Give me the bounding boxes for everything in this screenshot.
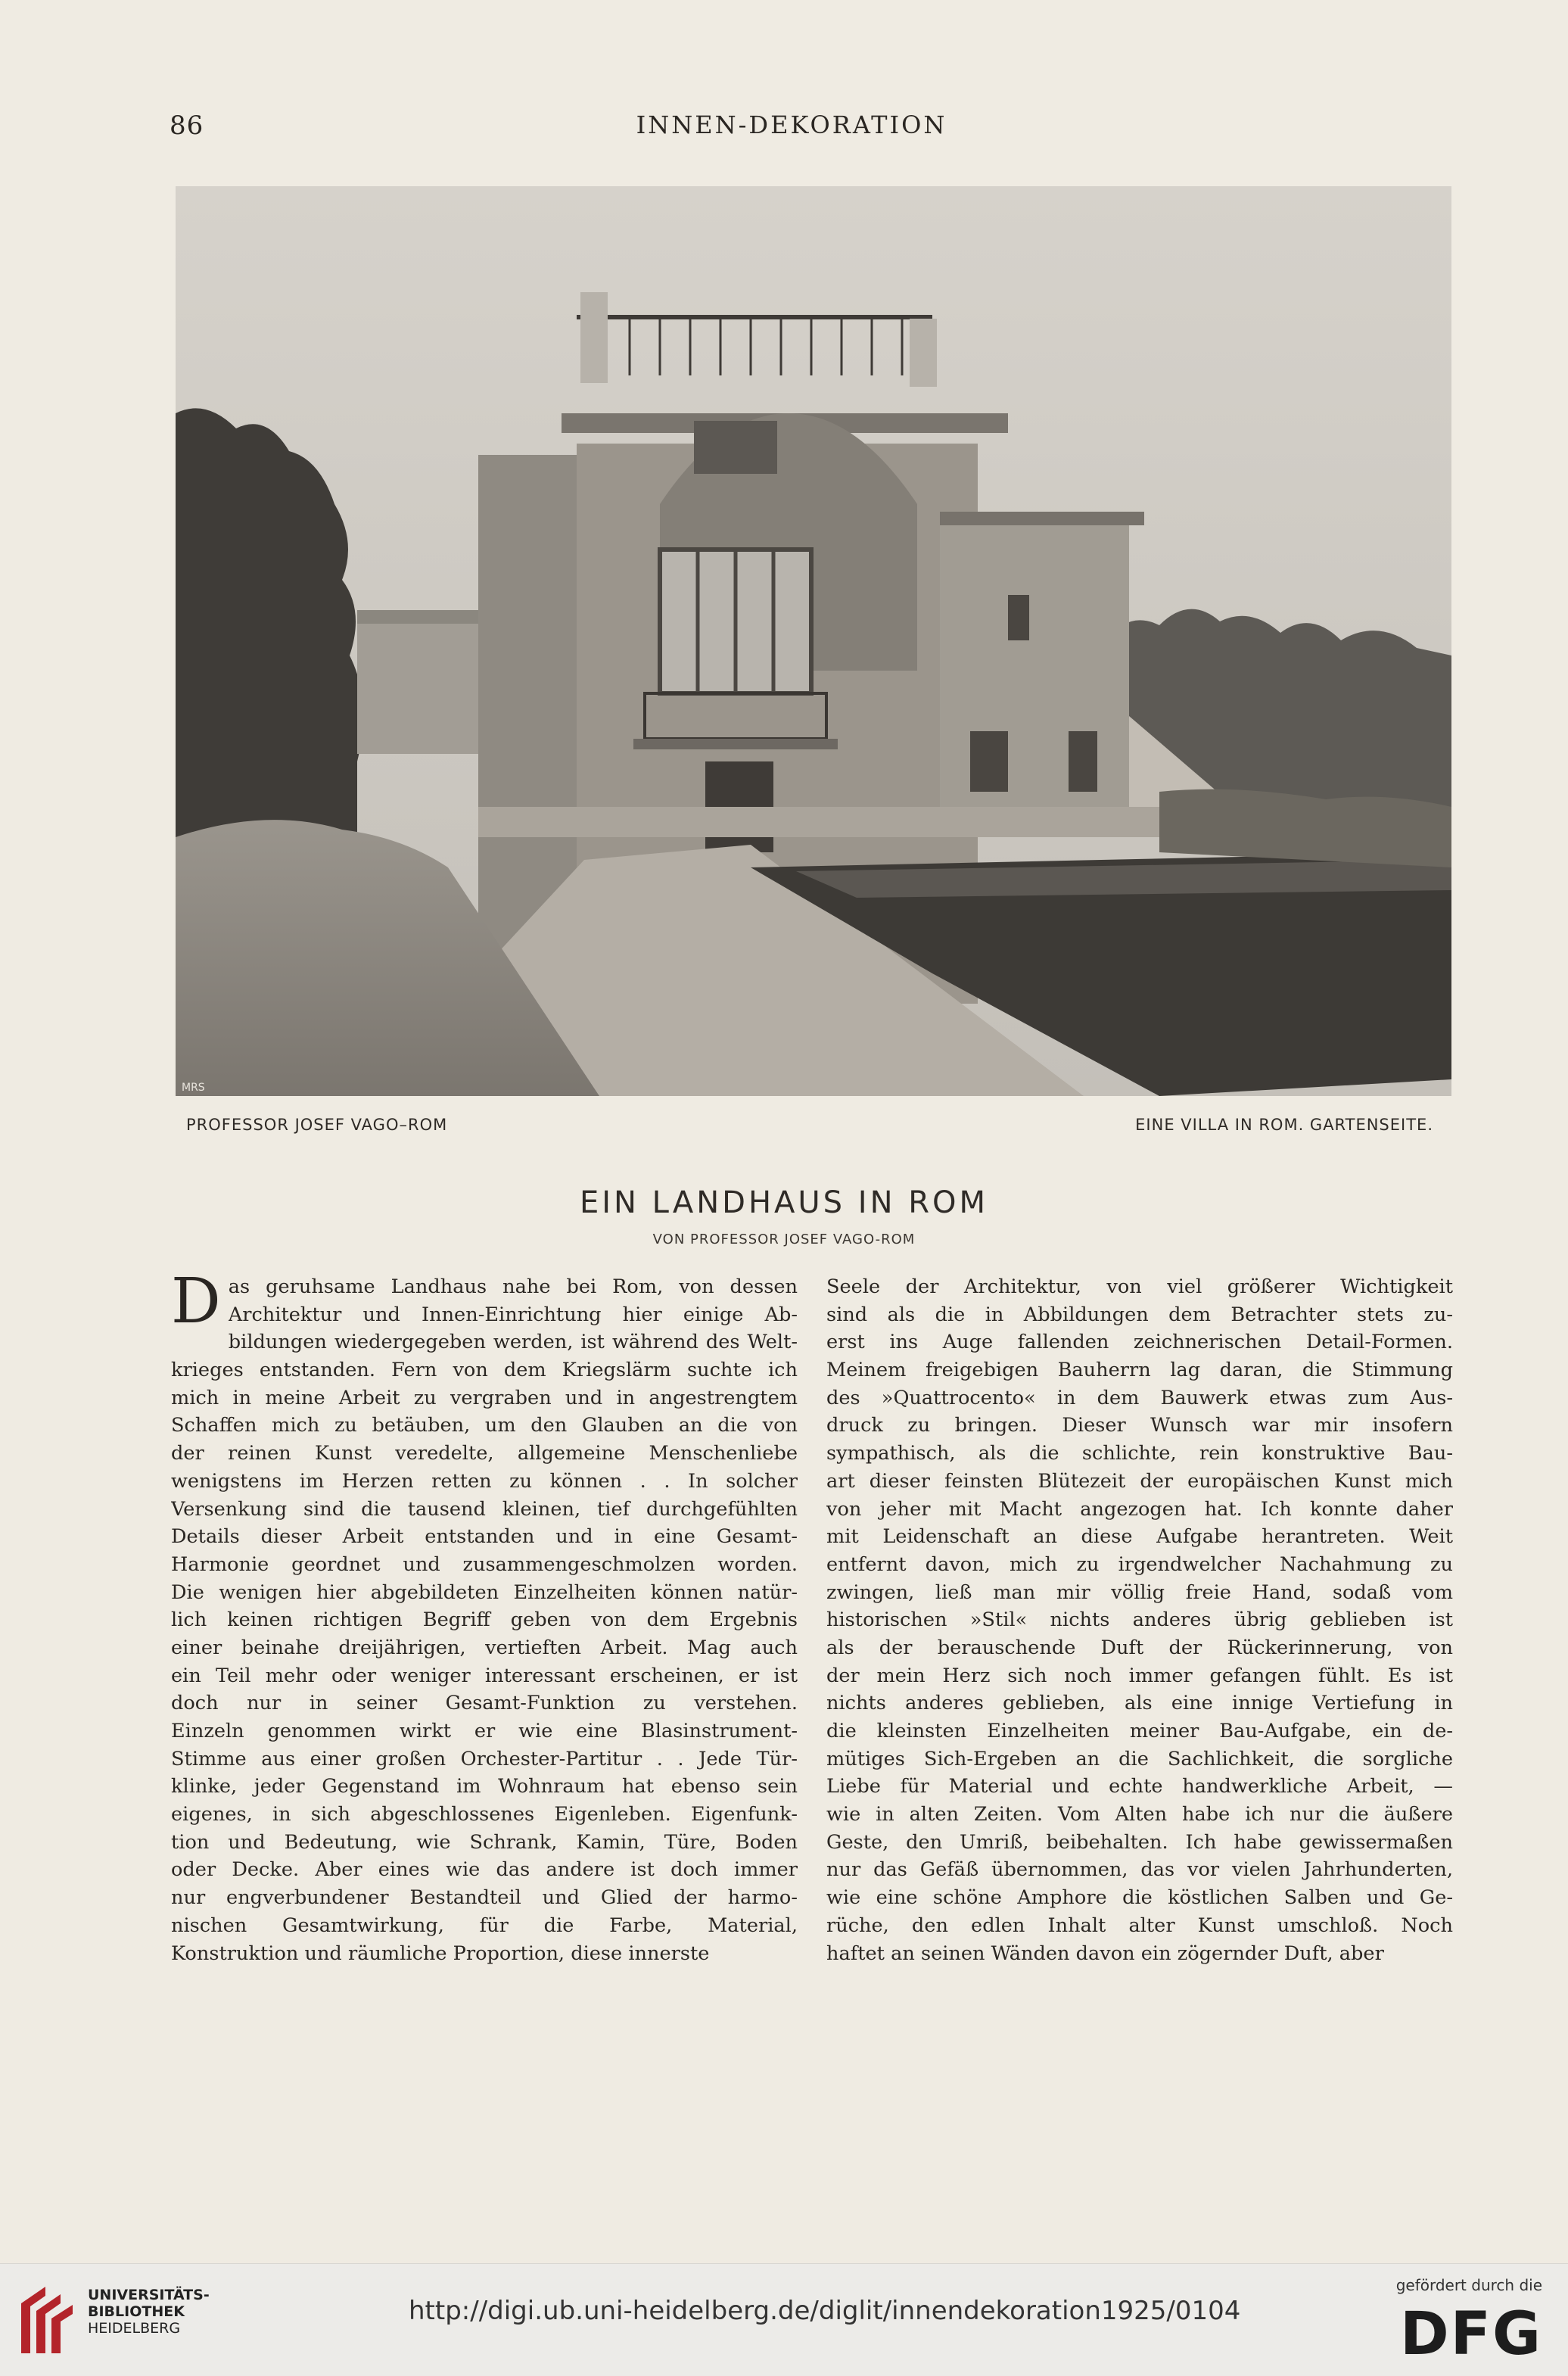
text-line: wenigstens im Herzen retten zu können . . In solcher — [171, 1469, 798, 1493]
page-number: 86 — [170, 111, 204, 141]
text-line: eigenes, in sich abgeschlossenes Eigenleben. Eigenfunk- — [171, 1803, 798, 1826]
text-line: wie eine schöne Amphore die köstlichen Salben und Ge- — [826, 1886, 1453, 1910]
text-line: Meinem freigebigen Bauherrn lag daran, die Stimmung — [826, 1359, 1453, 1382]
text-column-right — [826, 1273, 1453, 1967]
caption-author: PROFESSOR JOSEF VAGO–ROM — [186, 1116, 448, 1134]
text-line: einer beinahe dreijährigen, vertieften Arbeit. Mag auch — [171, 1636, 798, 1659]
library-name — [88, 2287, 210, 2337]
photo-signature: MRS — [182, 1082, 205, 1094]
library-name-line: BIBLIOTHEK — [88, 2303, 185, 2320]
text-line: druck zu bringen. Dieser Wunsch war mir insofern — [826, 1414, 1453, 1437]
library-name-line: UNIVERSITÄTS- — [88, 2287, 210, 2303]
villa-photograph — [176, 186, 1451, 1096]
text-line: Seele der Architektur, von viel größerer Wichtigkeit — [826, 1275, 1453, 1298]
text-line: Konstruktion und räumliche Proportion, diese innerste — [171, 1942, 710, 1965]
text-line: die kleinsten Einzelheiten meiner Bau-Aufgabe, ein de- — [826, 1720, 1453, 1742]
source-url-link[interactable]: http://digi.ub.uni-heidelberg.de/diglit/innendekoration1925/0104 — [409, 2296, 1241, 2326]
left-column-lines — [171, 1328, 798, 1967]
dfg-logo: DFG — [1399, 2300, 1542, 2368]
text-line: der mein Herz sich noch immer gefangen fühlt. Es ist — [826, 1664, 1453, 1687]
text-line: tion und Bedeutung, wie Schrank, Kamin, Türe, Boden — [171, 1830, 798, 1854]
text-line: des »Quattrocento« in dem Bauwerk etwas zum Aus- — [826, 1386, 1453, 1409]
text-line: von jeher mit Macht angezogen hat. Ich konnte daher — [826, 1497, 1453, 1521]
text-line: sympathisch, als die schlichte, rein konstruktive Bau- — [826, 1442, 1453, 1465]
text-line: nur das Gefäß übernommen, das vor vielen Jahrhunderten, — [826, 1858, 1453, 1882]
text-line: mich in meine Arbeit zu vergraben und in angestrengtem — [171, 1386, 798, 1409]
text-line: oder Decke. Aber eines wie das andere ist doch immer — [171, 1858, 798, 1882]
text-line: krieges entstanden. Fern von dem Kriegslärm suchte ich — [171, 1359, 798, 1382]
text-line: Schaffen mich zu betäuben, um den Glauben an die von — [171, 1414, 798, 1437]
running-title: INNEN-DEKORATION — [636, 111, 947, 139]
villa-photo-illustration — [176, 186, 1451, 1096]
text-line: Geste, den Umriß, beibehalten. Ich habe gewissermaßen — [826, 1830, 1453, 1854]
text-line: erst ins Auge fallenden zeichnerischen Detail-Formen. — [826, 1331, 1453, 1354]
text-line: nichts anderes geblieben, als eine innige Vertiefung in — [826, 1692, 1453, 1715]
text-line: wie in alten Zeiten. Vom Alten habe ich nur die äußere — [826, 1803, 1453, 1826]
caption-description: EINE VILLA IN ROM. GARTENSEITE. — [1135, 1116, 1433, 1134]
text-line: Harmonie geordnet und zusammengeschmolzen worden. — [171, 1552, 798, 1576]
text-line: klinke, jeder Gegenstand im Wohnraum hat ebenso sein — [171, 1775, 798, 1798]
text-line: rüche, den edlen Inhalt alter Kunst umschloß. Noch — [826, 1914, 1453, 1937]
university-library-logo-icon — [15, 2281, 79, 2359]
text-line: nur engverbundener Bestandteil und Glied der harmo- — [171, 1886, 798, 1910]
text-line: Versenkung sind die tausend kleinen, tief durchgefühlten — [171, 1497, 798, 1521]
article-title: EIN LANDHAUS IN ROM — [579, 1185, 989, 1220]
text-line: haftet an seinen Wänden davon ein zögernder Duft, aber — [826, 1942, 1384, 1965]
text-line: bildungen wiedergegeben werden, ist während des Welt- — [228, 1331, 798, 1354]
text-line: historischen »Stil« nichts anderes übrig geblieben ist — [826, 1608, 1453, 1632]
text-line: as geruhsame Landhaus nahe bei Rom, von dessen — [228, 1275, 798, 1298]
text-line: ein Teil mehr oder weniger interessant erscheinen, er ist — [171, 1664, 798, 1687]
funding-note: gefördert durch die — [1395, 2276, 1542, 2294]
text-line: der reinen Kunst veredelte, allgemeine Menschenliebe — [171, 1442, 798, 1465]
digitization-footer — [0, 2263, 1568, 2376]
right-column-lines — [826, 1273, 1453, 1967]
text-line: zwingen, ließ man mir völlig freie Hand, sodaß vom — [826, 1580, 1453, 1604]
library-name-line: HEIDELBERG — [88, 2320, 181, 2337]
text-line: Einzeln genommen wirkt er wie eine Blasinstrument- — [171, 1720, 798, 1743]
text-line: Die wenigen hier abgebildeten Einzelheiten können natür- — [171, 1580, 798, 1604]
text-line: mütiges Sich-Ergeben an die Sachlichkeit, die sorgliche — [826, 1747, 1453, 1770]
text-line: lich keinen richtigen Begriff geben von dem Ergebnis — [171, 1608, 798, 1632]
text-line: art dieser feinsten Blütezeit der europäischen Kunst mich — [826, 1469, 1453, 1493]
text-line: Details dieser Arbeit entstanden und in eine Gesamt- — [171, 1525, 798, 1549]
drop-cap: D — [171, 1266, 221, 1337]
text-line: als der berauschende Duft der Rückerinnerung, von — [826, 1636, 1453, 1659]
text-line: nischen Gesamtwirkung, für die Farbe, Material, — [171, 1914, 798, 1937]
text-line: mit Leidenschaft an diese Aufgabe herantreten. Weit — [826, 1525, 1453, 1549]
text-column-left — [171, 1266, 798, 1967]
text-line: Architektur und Innen-Einrichtung hier einige Ab- — [228, 1303, 798, 1326]
text-line: entfernt davon, mich zu irgendwelcher Nachahmung zu — [826, 1552, 1453, 1576]
page-header — [170, 111, 1414, 144]
text-line: Liebe für Material und echte handwerkliche Arbeit, — — [826, 1775, 1453, 1798]
opening-paragraph — [171, 1266, 798, 1337]
text-line: Stimme aus einer großen Orchester-Partitur . . Jede Tür- — [171, 1747, 798, 1770]
article-byline: VON PROFESSOR JOSEF VAGO-ROM — [652, 1232, 916, 1247]
text-line: sind als die in Abbildungen dem Betrachter stets zu- — [826, 1303, 1453, 1326]
text-line: doch nur in seiner Gesamt-Funktion zu verstehen. — [171, 1692, 798, 1715]
